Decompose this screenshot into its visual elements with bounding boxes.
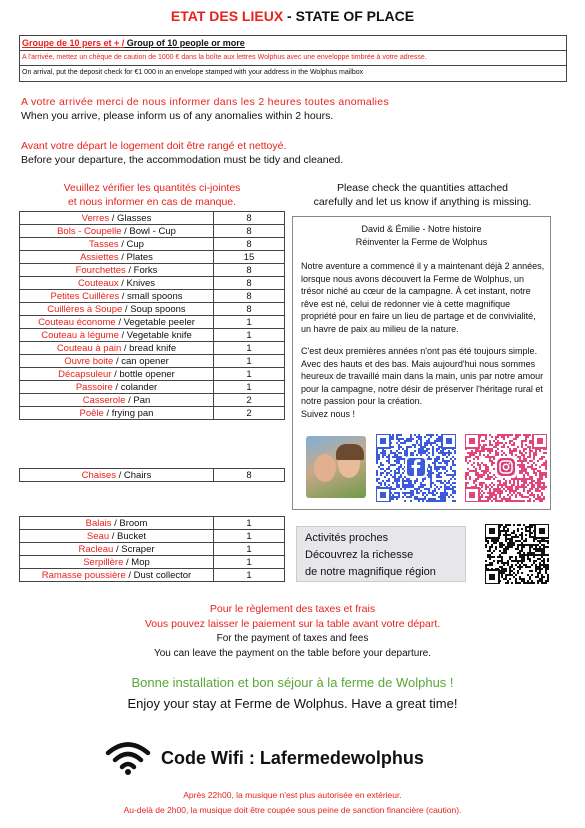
inventory-row [20, 569, 285, 582]
inventory-row [20, 329, 285, 342]
story-text [301, 260, 545, 430]
inventory-row [20, 543, 285, 556]
group-en-label: Group of 10 people or more [124, 38, 245, 48]
inventory-quantity: 8 [214, 303, 285, 316]
item-name-fr: Casserole [82, 394, 126, 406]
item-name-fr: Tasses [89, 238, 119, 250]
story-heading-line1: David & Émilie - Notre histoire [361, 224, 482, 234]
item-name-fr: Couteau économe [38, 316, 116, 328]
inventory-item [20, 303, 214, 316]
inventory-quantity: 2 [214, 407, 285, 420]
inventory-row [20, 517, 285, 530]
check-en-line2: carefully and let us know if anything is missing. [313, 196, 532, 208]
item-name-en: / Soup spoons [122, 303, 186, 315]
item-name-en: / Broom [111, 517, 148, 529]
instagram-icon [495, 456, 517, 478]
item-name-en: / frying pan [103, 407, 154, 419]
group-heading [20, 36, 566, 51]
item-name-fr: Couteau à légume [41, 329, 119, 341]
inventory-item [20, 556, 214, 569]
item-name-en: / Chairs [115, 469, 152, 481]
item-name-en: / Plates [118, 251, 153, 263]
inventory-row [20, 212, 285, 225]
taxes-en-line1: For the payment of taxes and fees [216, 633, 369, 644]
item-name-fr: Couteaux [77, 277, 119, 289]
wifi-icon [104, 740, 152, 776]
welcome-en: Enjoy your stay at Ferme de Wolphus. Have a great time! [127, 696, 458, 711]
inventory-item [20, 530, 214, 543]
story-heading-line2: Réinventer la Ferme de Wolphus [355, 237, 488, 247]
inventory-item [20, 469, 214, 482]
wifi-code: Code Wifi : Lafermedewolphus [161, 748, 424, 768]
welcome-fr: Bonne installation et bon séjour à la ferme de Wolphus ! [131, 675, 454, 690]
inventory-item [20, 225, 214, 238]
inventory-quantity: 8 [214, 290, 285, 303]
item-name-fr: Cuillères à Soupe [47, 303, 123, 315]
item-name-fr: Petites Cuillères [50, 290, 120, 302]
inventory-item [20, 238, 214, 251]
departure-fr: Avant votre départ le logement doit être rangé et nettoyé. [21, 140, 287, 152]
story-paragraph-1: Notre aventure a commencé il y a maintenant déjà 2 années, lorsque nous avons découvert la Ferme de Wolphus, un trésor niché au cœur de la campagne. À cet instant, notre rêve est né, celui de redonner vie à cette magnifique propriété pour en faire un lieu de partage et de convivialité, un havre de paix au milieu de la nature. [301, 261, 545, 334]
item-name-en: / Mop [123, 556, 150, 568]
item-name-en: / bread knife [121, 342, 177, 354]
inventory-row [20, 290, 285, 303]
inventory-quantity: 1 [214, 543, 285, 556]
item-name-en: / Vegetable peeler [115, 316, 195, 328]
inventory-quantity: 8 [214, 277, 285, 290]
group-deposit-en: On arrival, put the deposit check for €1 000 in an envelope stamped with your address in the Wolphus mailbox [22, 69, 364, 76]
item-name-fr: Décapsuleur [58, 368, 112, 380]
inventory-quantity: 1 [214, 316, 285, 329]
item-name-fr: Ramasse poussière [41, 569, 126, 581]
inventory-table-kitchen [19, 211, 285, 420]
inventory-row [20, 530, 285, 543]
check-instructions-fr [52, 181, 252, 209]
item-name-fr: Racleau [78, 543, 114, 555]
inventory-item [20, 316, 214, 329]
check-fr-line2: et nous informer en cas de manque. [67, 196, 237, 208]
activities-line2: Découvrez la richesse [305, 549, 414, 561]
facebook-icon [405, 456, 427, 478]
activities-line1: Activités proches [305, 532, 389, 544]
inventory-item [20, 290, 214, 303]
item-name-en: / Dust collector [125, 569, 192, 581]
item-name-en: / small spoons [119, 290, 183, 302]
group-deposit-fr: A l'arrivée, mettez un chèque de caution de 1000 € dans la boîte aux lettres Wolphus avec une enveloppe timbrée à votre adresse. [20, 51, 566, 66]
inventory-item [20, 277, 214, 290]
inventory-item [20, 264, 214, 277]
activities-qr-code[interactable] [485, 524, 549, 584]
page-title [0, 8, 585, 24]
inventory-item [20, 517, 214, 530]
inventory-item [20, 355, 214, 368]
inventory-item [20, 407, 214, 420]
item-name-en: / colander [112, 381, 158, 393]
footer-line1: Après 22h00, la musique n'est plus autorisée en extérieur. [183, 790, 402, 800]
item-name-fr: Poêle [79, 407, 104, 419]
inventory-quantity: 1 [214, 342, 285, 355]
departure-en: Before your departure, the accommodation must be tidy and cleaned. [21, 154, 344, 166]
facebook-qr-code[interactable] [376, 434, 456, 502]
item-name-en: / Knives [118, 277, 156, 289]
inventory-row [20, 407, 285, 420]
inventory-item [20, 569, 214, 582]
activities-line3: de notre magnifique région [305, 566, 436, 578]
item-name-fr: Verres [81, 212, 110, 224]
taxes-fr-line1: Pour le règlement des taxes et frais [209, 603, 376, 615]
inventory-quantity: 1 [214, 556, 285, 569]
item-name-fr: Assiettes [80, 251, 119, 263]
item-name-fr: Seau [86, 530, 110, 542]
item-name-fr: Ouvre boite [64, 355, 114, 367]
check-fr-line1: Veuillez vérifier les quantités ci-jointes [63, 182, 241, 194]
inventory-item [20, 394, 214, 407]
title-en: STATE OF PLACE [295, 8, 415, 24]
inventory-quantity: 8 [214, 238, 285, 251]
inventory-row [20, 394, 285, 407]
inventory-quantity: 1 [214, 368, 285, 381]
inventory-item [20, 342, 214, 355]
inventory-item [20, 251, 214, 264]
inventory-row [20, 381, 285, 394]
inventory-table-chairs [19, 468, 285, 482]
inventory-item [20, 368, 214, 381]
arrival-fr: A votre arrivée merci de nous informer dans les 2 heures toutes anomalies [21, 96, 389, 108]
item-name-fr: Fourchettes [75, 264, 126, 276]
inventory-row [20, 355, 285, 368]
inventory-item [20, 212, 214, 225]
inventory-row [20, 225, 285, 238]
inventory-quantity: 8 [214, 469, 285, 482]
story-heading [293, 223, 550, 249]
item-name-fr: Balais [85, 517, 112, 529]
inventory-quantity: 1 [214, 329, 285, 342]
inventory-item [20, 329, 214, 342]
check-en-line1: Please check the quantities attached [336, 182, 509, 194]
item-name-en: / can opener [113, 355, 169, 367]
inventory-quantity: 8 [214, 212, 285, 225]
inventory-row [20, 316, 285, 329]
item-name-fr: Chaises [81, 469, 116, 481]
item-name-en: / Bowl - Cup [121, 225, 176, 237]
inventory-row [20, 277, 285, 290]
inventory-quantity: 8 [214, 264, 285, 277]
item-name-fr: Bols - Coupelle [57, 225, 122, 237]
group-fr-label: Groupe de 10 pers et + / [22, 38, 125, 48]
inventory-quantity: 2 [214, 394, 285, 407]
arrival-en: When you arrive, please inform us of any anomalies within 2 hours. [21, 110, 334, 122]
inventory-quantity: 15 [214, 251, 285, 264]
inventory-quantity: 1 [214, 517, 285, 530]
inventory-item [20, 381, 214, 394]
inventory-row [20, 238, 285, 251]
item-name-en: / Scraper [113, 543, 155, 555]
instagram-qr-code[interactable] [465, 434, 547, 502]
story-follow-us: Suivez nous ! [301, 408, 356, 419]
item-name-en: / bottle opener [111, 368, 175, 380]
item-name-en: / Cup [118, 238, 144, 250]
inventory-row [20, 469, 285, 482]
item-name-en: / Forks [125, 264, 158, 276]
inventory-row [20, 264, 285, 277]
activities-box [296, 526, 466, 582]
title-fr: ETAT DES LIEUX [170, 8, 284, 24]
inventory-quantity: 1 [214, 569, 285, 582]
inventory-item [20, 543, 214, 556]
item-name-fr: Serpillère [83, 556, 124, 568]
inventory-row [20, 556, 285, 569]
inventory-table-cleaning [19, 516, 285, 582]
taxes-en-line2: You can leave the payment on the table before your departure. [153, 648, 432, 659]
inventory-row [20, 368, 285, 381]
check-instructions-en [300, 181, 545, 209]
inventory-quantity: 1 [214, 355, 285, 368]
item-name-en: / Vegetable knife [118, 329, 192, 341]
taxes-fr-line2: Vous pouvez laisser le paiement sur la table avant votre départ. [144, 618, 441, 630]
inventory-quantity: 1 [214, 530, 285, 543]
owners-photo [306, 436, 366, 498]
item-name-en: / Pan [125, 394, 151, 406]
inventory-quantity: 1 [214, 381, 285, 394]
item-name-fr: Passoire [75, 381, 113, 393]
group-notice-box [19, 35, 567, 82]
inventory-row [20, 342, 285, 355]
inventory-row [20, 251, 285, 264]
inventory-row [20, 303, 285, 316]
item-name-en: / Bucket [109, 530, 147, 542]
footer-line2: Au-delà de 2h00, la musique doit être coupée sous peine de sanction financière (caution). [123, 805, 462, 815]
story-paragraph-2: C'est deux premières années n'ont pas été toujours simple. Avec des hauts et des bas. Mais aujourd'hui nous sommes heureux de travaillé main dans la main, unis par notre amour pour la campagne, notre désir de préserver l'héritage rural et notre passion pour la création. [301, 346, 544, 406]
title-separator: - [283, 8, 296, 24]
inventory-quantity: 8 [214, 225, 285, 238]
item-name-fr: Couteau à pain [56, 342, 122, 354]
item-name-en: / Glasses [109, 212, 152, 224]
